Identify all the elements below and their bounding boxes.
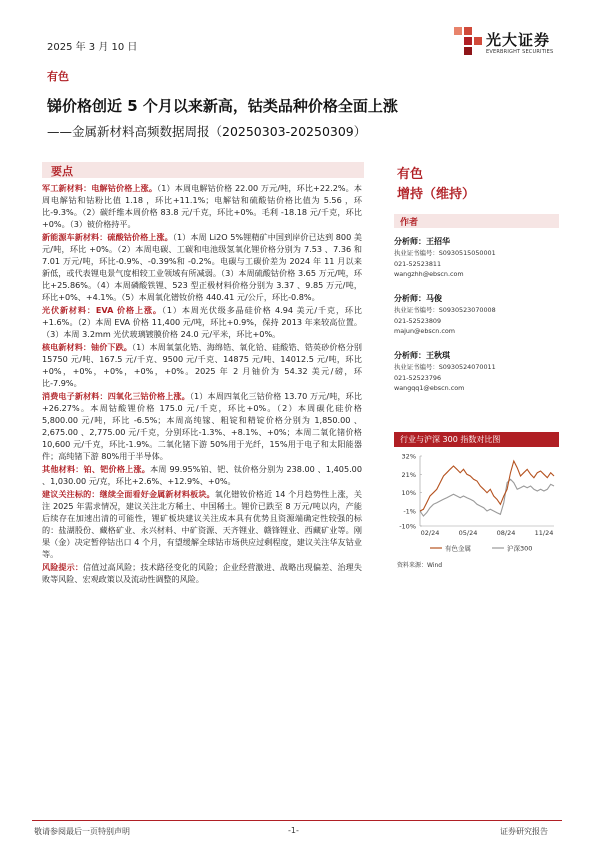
logo-mark-square: [454, 27, 462, 35]
analyst-license: 执业证书编号：S0930515050001: [394, 249, 496, 257]
paragraph-label: 其他材料：铂、钯价格上涨。: [42, 464, 151, 474]
analyst-card: [394, 293, 559, 337]
brand-name: 光大证券: [486, 31, 551, 49]
y-tick-label: 10%: [401, 489, 416, 498]
analyst-card: [394, 350, 559, 394]
brand-logo: [454, 27, 564, 63]
industry-label: 有色: [47, 70, 69, 83]
industry-vs-index-chart: [394, 450, 564, 558]
authors-heading: 作者: [400, 218, 419, 228]
y-tick-label: 21%: [401, 470, 416, 479]
authors-heading-bar: [394, 214, 559, 228]
paragraph-text: 信值过高风险；技术路径变化的风险；企业经营激进、战略出现偏差、治理失败等风险、宏观政策以及流动性调整的风险。: [42, 562, 362, 584]
summary-paragraph: [42, 341, 362, 389]
summary-paragraph: [42, 304, 362, 340]
x-tick-label: 02/24: [420, 529, 440, 537]
paragraph-text: （1）本周四氧化三钴价格 13.70 万元/吨，环比+26.27%。本周钴酸锂价格 175.0 元/千克，环比+0%。（2）本周碳化硅价格 5,800.00 元/吨，环比 -6.5%；本周高纯镓、粗锭和精锭价格分别为 1,850.00 、2,675.00 、2,775.00 元/千克，分别环比-1.3%、+8.1%、+0%；本周二氧化锗价格 10,600 元/千克，环比-1.9%。二氧化锗下游 50%用于光纤，15%用于电子和太阳能器件；高纯锗下游 80%用于半导体。: [42, 391, 362, 461]
series-line: [420, 479, 554, 516]
series-line: [420, 461, 554, 511]
analyst-email[interactable]: wangzhh@ebscn.com: [394, 270, 464, 278]
paragraph-label: 风险提示：: [42, 562, 84, 572]
report-subtitle: ——金属新材料高频数据周报（20250303-20250309）: [47, 124, 367, 139]
y-tick-label: -10%: [399, 522, 416, 531]
summary-heading-bar: [42, 162, 364, 178]
logo-mark-square: [464, 27, 472, 35]
paragraph-label: 新能源车新材料：硫酸钴价格上涨。: [42, 232, 173, 242]
paragraph-label: 军工新材料：电解钴价格上涨。: [42, 183, 158, 193]
footer-divider: [32, 820, 562, 821]
logo-mark-square: [464, 47, 472, 55]
legend-label: 沪深300: [507, 544, 533, 553]
logo-mark-square: [474, 37, 482, 45]
paragraph-text: （1）本周光伏级多晶硅价格 4.94 美元/千克，环比 +1.6%。（2）本周 EVA 价格 11,400 元/吨，环比+0.9%，保持 2013 年来较高位置。（3）本周 3.2mm 光伏玻璃镀膜价格 24.0 元/平米，环比+0%。: [42, 305, 363, 339]
paragraph-text: 本周 99.95%铂、钯、钛价格分别为 238.00 、1,405.00 、1,030.00 元/克，环比+2.6%、+12.9%、+0%。: [42, 464, 362, 486]
summary-paragraph: [42, 561, 362, 585]
analyst-name: 分析师：王秋琪: [394, 351, 450, 360]
page-number: -1-: [288, 826, 299, 835]
analyst-card: [394, 236, 559, 280]
analyst-license: 执业证书编号：S0930523070008: [394, 306, 496, 314]
chart-heading-bar: [394, 432, 559, 447]
analyst-phone: 021-52523809: [394, 316, 442, 325]
analyst-name: 分析师：马俊: [394, 294, 442, 303]
paragraph-label: 核电新材料：铀价下跌。: [42, 342, 132, 352]
chart-source: 资料来源：Wind: [397, 562, 443, 569]
paragraph-label: 消费电子新材料：四氧化三钴价格上涨。: [42, 391, 190, 401]
summary-heading: 要点: [51, 165, 73, 178]
rating-label: 增持（维持）: [397, 187, 476, 202]
paragraph-label: 建议关注标的：继续全面看好金属新材料板块。: [42, 489, 215, 499]
analyst-name: 分析师：王招华: [394, 237, 450, 246]
analyst-phone: 021-52523811: [394, 259, 442, 268]
footer-disclaimer: 敬请参阅最后一页特别声明: [34, 827, 130, 836]
legend-label: 有色金属: [445, 544, 471, 553]
x-tick-label: 05/24: [458, 529, 478, 537]
summary-body: [42, 182, 362, 586]
sidebar-industry: 有色: [397, 167, 424, 182]
x-tick-label: 11/24: [534, 529, 554, 537]
summary-paragraph: [42, 463, 362, 487]
analyst-email[interactable]: majun@ebscn.com: [394, 327, 455, 335]
summary-paragraph: [42, 182, 362, 230]
paragraph-text: （1）本周电解钴价格 22.00 万元/吨，环比+22.2%。本周电解钴和钴粉比值 1.18 ，环比+11.1%；电解钴和硫酸钴价格比值为 5.56 ，环比-9.3%。（2）碳纤维本周价格 83.8 元/千克，环比+0%。毛利 -18.18 元/千克，环比+0%。（3）铍价格持平。: [42, 183, 362, 229]
x-tick-label: 08/24: [496, 529, 516, 537]
summary-paragraph: [42, 231, 362, 303]
analyst-license: 执业证书编号：S0930524070011: [394, 363, 496, 371]
y-tick-label: -1%: [403, 507, 416, 516]
brand-name-en: EVERBRIGHT SECURITIES: [486, 49, 554, 55]
analyst-email[interactable]: wangqq1@ebscn.com: [394, 384, 465, 392]
y-tick-label: 32%: [401, 452, 416, 461]
report-title: 锑价格创近 5 个月以来新高，钴类品种价格全面上涨: [47, 97, 398, 115]
logo-mark-square: [464, 37, 472, 45]
chart-heading: 行业与沪深 300 指数对比图: [400, 435, 501, 444]
report-date: 2025 年 3 月 10 日: [47, 42, 138, 53]
analyst-phone: 021-52523796: [394, 373, 442, 382]
summary-paragraph: [42, 390, 362, 462]
paragraph-label: 光伏新材料：EVA 价格上涨。: [42, 305, 162, 315]
paragraph-text: （1）本周 Li2O 5%锂精矿中国到岸价已达到 800 美元/吨，环比 +0%。（2）本周电碳、工碳和电池级氢氧化锂价格分别为 7.53 、7.36 和 7.01 万元/吨，环比-0.9%、-0.39%和 -0.2%。电碳与工碳价差为 2024 年 11 月以来新低，或代表锂电景气度相较工业领域有所减弱。（3）本周硫酸钴价格 3.65 万元/吨，环比+25.86%。（4）本周磷酸铁锂、523 型正极材料价格分别为 3.37 、9.85 万元/吨，环比+0%、+4.1%。（5）本周氧化镨钕价格 440.41 元/公斤，环比-0.8%。: [42, 232, 362, 302]
paragraph-text: （1）本周氧氯化锆、海绵锆、氧化铪、硅酸锆、锆英砂价格分别 15750 元/吨、167.5 元/千克、9500 元/千克、14875 元/吨、14012.5 元/吨，环比+0%，+0%，+0%，+0%，+0%。2025 年 2 月铀价为 54.32 美元/磅，环比-7.9%。: [42, 342, 362, 388]
paragraph-text: 氧化镨钕价格近 14 个月趋势性上涨，关注 2025 年需求情况，建议关注北方稀土、中国稀土。锂价已跌至 8 万元/吨以内，产能后续存在加速出清的可能性，锂矿板块建议关注成本具有优势且资源端确定性较强的标的：盐湖股份、藏格矿业、永兴材料、中矿资源、天齐锂业、赣锋锂业、西藏矿业等。刚果（金）决定暂停钴出口 4 个月，有望缓解全球钴市场供应过剩程度，建议关注华友钴业等。: [42, 489, 362, 559]
footer-report-type: 证券研究报告: [500, 827, 548, 836]
summary-paragraph: [42, 488, 362, 560]
